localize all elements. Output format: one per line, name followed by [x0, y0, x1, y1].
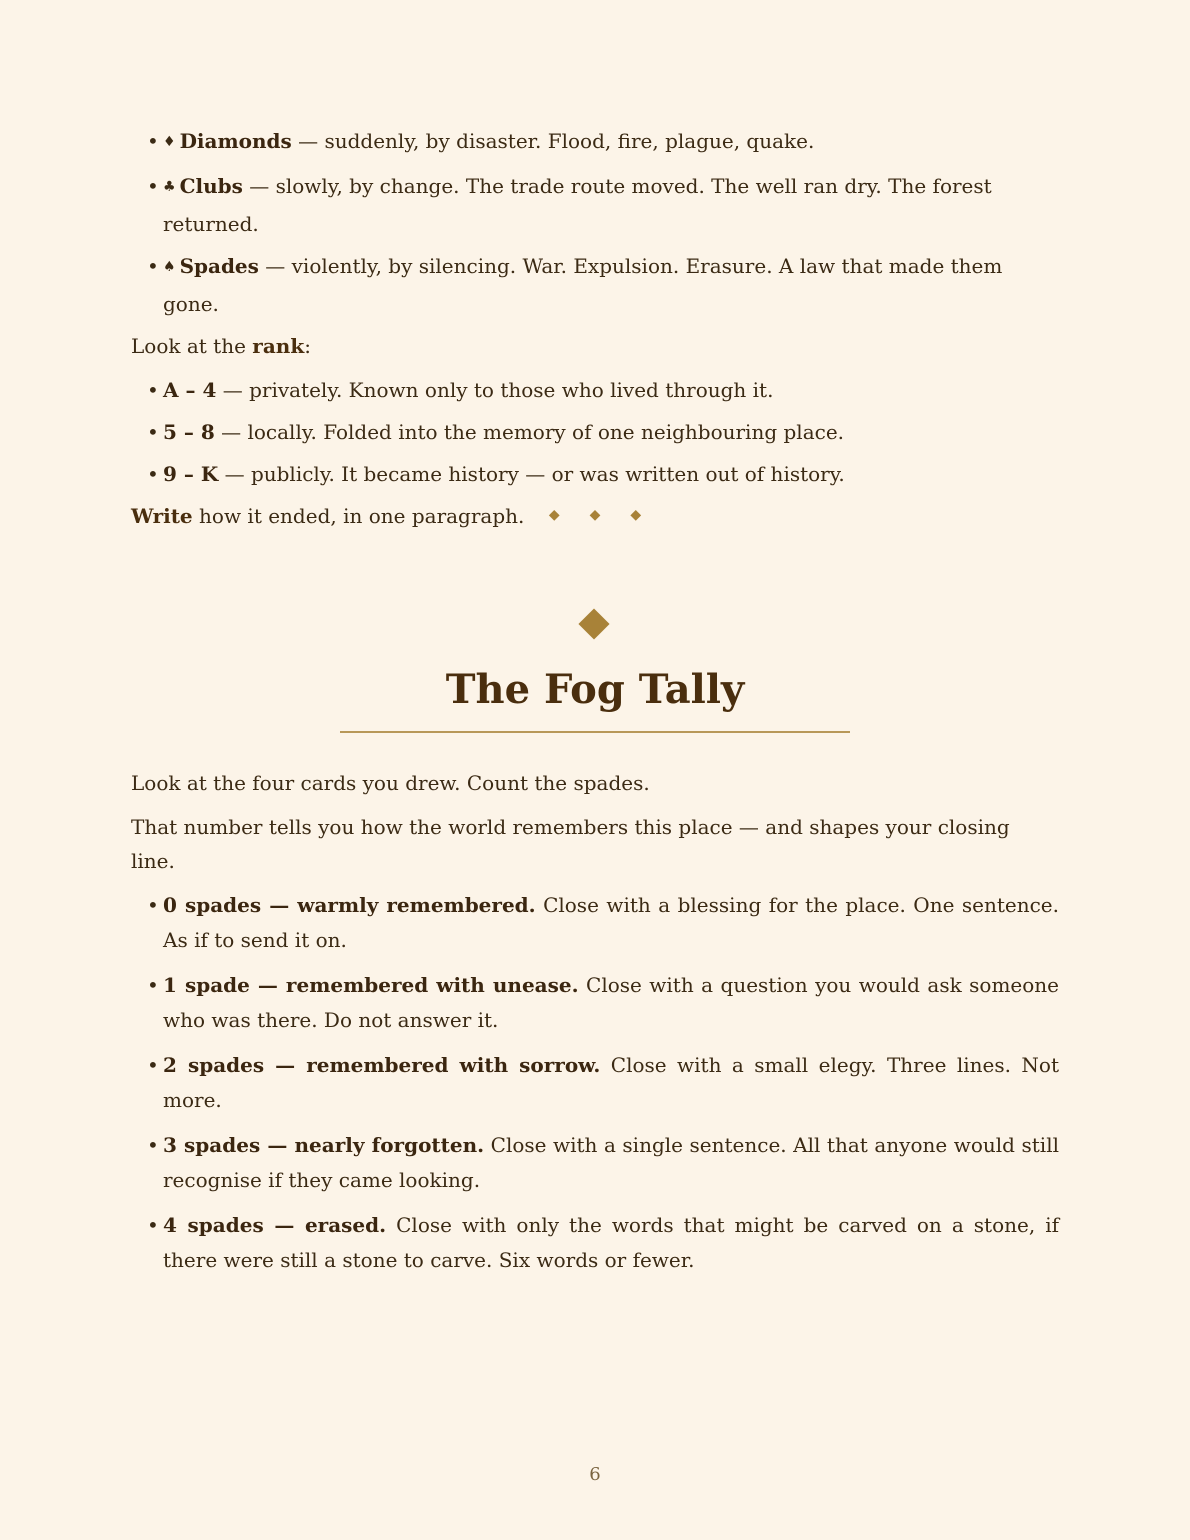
bullet: •	[147, 378, 159, 402]
list-item	[147, 1128, 1059, 1198]
rank-list	[131, 373, 1059, 492]
bullet: •	[147, 1053, 159, 1077]
page-number: 6	[589, 1464, 601, 1485]
tally-label: 2 spades — remembered with sorrow.	[163, 1053, 601, 1077]
list-item	[147, 169, 1059, 242]
suit-name: Diamonds	[179, 129, 292, 153]
bullet: •	[147, 129, 159, 153]
tally-label: 0 spades — warmly remembered.	[163, 893, 536, 917]
bullet: •	[147, 174, 159, 198]
rank-description: — locally. Folded into the memory of one neighbouring place.	[214, 420, 845, 444]
list-item	[147, 888, 1059, 958]
tally-description: Close with a blessing for the place. One sentence. As if to send it on.	[163, 893, 1059, 952]
suit-list	[131, 124, 1059, 322]
section-divider: ◆◆◆	[548, 507, 672, 523]
rank-range: 5 – 8	[163, 420, 215, 444]
suit-and-rank-section	[131, 124, 1059, 543]
bullet: •	[147, 1213, 159, 1237]
tally-label: 3 spades — nearly forgotten.	[163, 1133, 485, 1157]
intro-paragraph: That number tells you how the world remembers this place — and shapes your closing line.	[131, 815, 1010, 873]
tally-list	[131, 888, 1059, 1278]
rank-description: — privately. Known only to those who lived through it.	[216, 378, 774, 402]
write-keyword: Write	[131, 504, 193, 528]
tally-label: 4 spades — erased.	[163, 1213, 387, 1237]
bullet: •	[147, 893, 159, 917]
write-instruction: Write how it ended, in one paragraph.	[131, 504, 525, 528]
list-item	[147, 249, 1059, 322]
bullet: •	[147, 1133, 159, 1157]
tally-description: Close with a small elegy. Three lines. Not more.	[163, 1053, 1059, 1112]
tally-description: Close with only the words that might be carved on a stone, if there were still a stone to carve. Six words or fewer.	[163, 1213, 1059, 1272]
diamond-ornament-icon	[578, 608, 609, 639]
bullet: •	[147, 254, 159, 278]
spade-icon: ♠	[163, 259, 176, 275]
tally-description: Close with a question you would ask someone who was there. Do not answer it.	[163, 973, 1060, 1032]
bullet: •	[147, 973, 159, 997]
bullet: •	[147, 462, 159, 486]
title-underline	[340, 731, 850, 733]
list-item	[147, 1208, 1059, 1278]
list-item	[147, 968, 1059, 1038]
tally-description: Close with a single sentence. All that anyone would still recognise if they came looking.	[163, 1133, 1059, 1192]
suit-description: — violently, by silencing. War. Expulsion. Erasure. A law that made them gone.	[163, 254, 1003, 316]
tally-label: 1 spade — remembered with unease.	[163, 973, 579, 997]
bullet: •	[147, 420, 159, 444]
diamond-icon: ♦	[163, 134, 176, 150]
intro-paragraph: Look at the four cards you drew. Count the spades.	[131, 771, 650, 795]
fog-tally-section	[131, 766, 1059, 1288]
section-title: The Fog Tally	[445, 666, 745, 713]
suit-name: Clubs	[179, 174, 243, 198]
list-item	[147, 457, 1059, 492]
suit-name: Spades	[179, 254, 259, 278]
rank-description: — publicly. It became history — or was written out of history.	[218, 462, 845, 486]
list-item	[147, 373, 1059, 408]
list-item	[147, 415, 1059, 450]
suit-description: — slowly, by change. The trade route moved. The well ran dry. The forest returned.	[163, 174, 992, 236]
list-item	[147, 1048, 1059, 1118]
list-item	[147, 124, 1059, 162]
rank-range: A – 4	[163, 378, 217, 402]
rank-range: 9 – K	[163, 462, 219, 486]
rank-intro: Look at the rank:	[131, 334, 311, 358]
club-icon: ♣	[163, 179, 176, 195]
suit-description: — suddenly, by disaster. Flood, fire, plague, quake.	[291, 129, 815, 153]
rank-keyword: rank	[252, 334, 305, 358]
